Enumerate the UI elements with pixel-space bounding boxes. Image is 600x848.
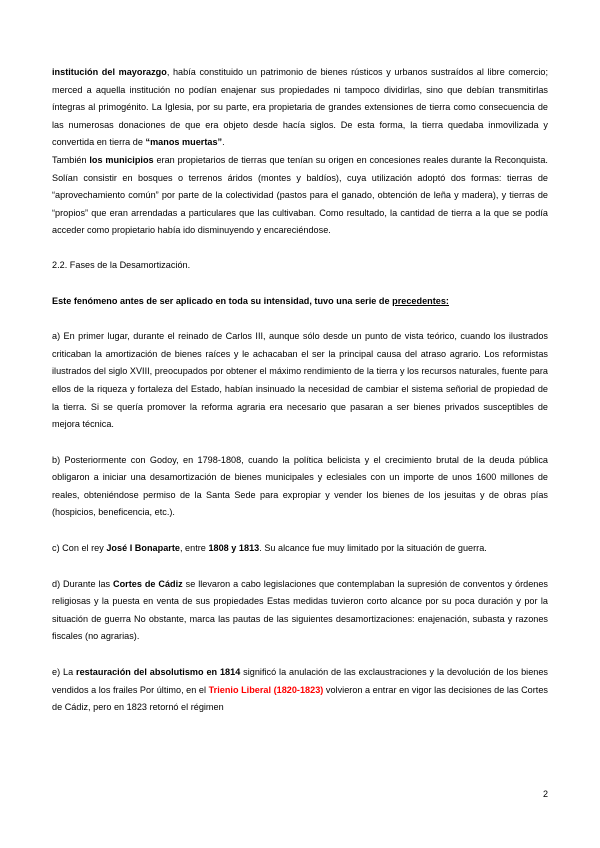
text-run: b) Posteriormente con Godoy, en 1798-1808, cuando la política belicista y el crecimiento brutal de la deuda pública obligaron a iniciar una desamortización de bienes municipales y eclesiales con un importe de unos 1600 millones de reales, obteniéndose permiso de la Santa Sede para expropiar y vender los bienes de los jesuitas y de obras pías (hospicios, beneficencia, etc.). (52, 454, 548, 518)
text-run: Este fenómeno antes de ser aplicado en toda su intensidad, tuvo una serie de (52, 295, 393, 306)
text-run: , había constituido un patrimonio de bienes rústicos y urbanos sustraídos al libre comercio; merced a aquella institución no podían enajenar sus propiedades ni tampoco dividirlas, sino que debían transmitirlas íntegras al primogénito. La Iglesia, por su parte, era propietaria de grandes extensiones de tierra como consecuencia de las numerosas donaciones de que era objeto desde hacía siglos. De esta forma, la tierra quedaba inmovilizada y convertida en tierra de (52, 67, 548, 148)
page-body (52, 64, 548, 717)
section-heading-2-2 (52, 257, 548, 275)
text-run: restauración del absolutismo en 1814 (76, 667, 241, 678)
text-run: institución del mayorazgo (52, 67, 167, 77)
text-run: “manos muertas” (145, 137, 223, 148)
text-run: . (222, 137, 225, 148)
paragraph-precedentes-intro (52, 293, 548, 311)
text-run: d) Durante las (52, 578, 114, 589)
paragraph-2 (52, 152, 548, 240)
paragraph-item-e (52, 664, 548, 717)
text-run: . Su alcance fue muy limitado por la situación de guerra. (259, 543, 487, 554)
paragraph-item-d (52, 576, 548, 646)
text-run: , entre (179, 543, 209, 554)
paragraph-item-c (52, 540, 548, 558)
paragraph-item-a (52, 328, 548, 434)
text-run-highlighted: Trienio Liberal (1820-1823) (208, 684, 324, 695)
text-run: 1808 y 1813 (208, 543, 260, 554)
text-run: volvieron a entrar en vigor las decisiones de las Cortes de Cádiz, pero en 1823 retornó el régimen (52, 684, 548, 713)
text-run: Cortes de Cádiz (113, 578, 183, 589)
text-run: También (52, 154, 90, 165)
text-run: José I Bonaparte (106, 543, 180, 554)
text-run: e) La (52, 667, 77, 678)
text-run: significó la anulación de las exclaustraciones y la devolución de los bienes vendidos a los frailes Por último, en el (52, 667, 549, 695)
text-run: eran propietarios de tierras que tenían su origen en concesiones reales durante la Reconquista. Solían consistir en bosques o terrenos áridos (montes y baldíos), cuya utilización adoptó dos formas: tierras de “aprovechamiento común” por parte de la colectividad (pastos para el ganado, obtención de leña y madera), y tierras de “propios” que eran arrendadas a particulares que las cultivaban. Como resultado, la cantidad de tierra a la que se podía acceder como propietario había ido disminuyendo y encareciéndose. (52, 154, 548, 236)
page-number: 2 (542, 789, 548, 799)
text-run: c) Con el rey (52, 543, 107, 554)
text-run-underlined: precedentes: (392, 295, 449, 306)
paragraph-item-b (52, 452, 548, 522)
text-run: a) En primer lugar, durante el reinado de Carlos III, aunque sólo desde un punto de vista teórico, cuando los ilustrados criticaban la amortización de bienes raíces y le achacaban el ser la principal causa del atraso agrario. Los reformistas ilustrados del siglo XVIII, preocupados por obtener el máximo rendimiento de la tierra y los recursos naturales, fuente para ellos de la riqueza y fortaleza del Estado, habían insinuado la necesidad de cambiar el sistema señorial de propiedad de la tierra. Si se quería promover la reforma agraria era necesario que pasaran a ser bienes privados susceptibles de mejora técnica. (52, 331, 548, 430)
text-run: 2.2. Fases de la Desamortización. (52, 260, 191, 271)
text-run: los municipios (89, 154, 154, 165)
text-run: se llevaron a cabo legislaciones que contemplaban la supresión de conventos y órdenes religiosas y la puesta en venta de sus propiedades Estas medidas tuvieron corto alcance por su poca duración y por la situación de guerra No obstante, marca las pautas de las siguientes desamortizaciones: enajenación, subasta y razones fiscales (no agrarias). (52, 578, 548, 642)
paragraph-1 (52, 64, 548, 152)
